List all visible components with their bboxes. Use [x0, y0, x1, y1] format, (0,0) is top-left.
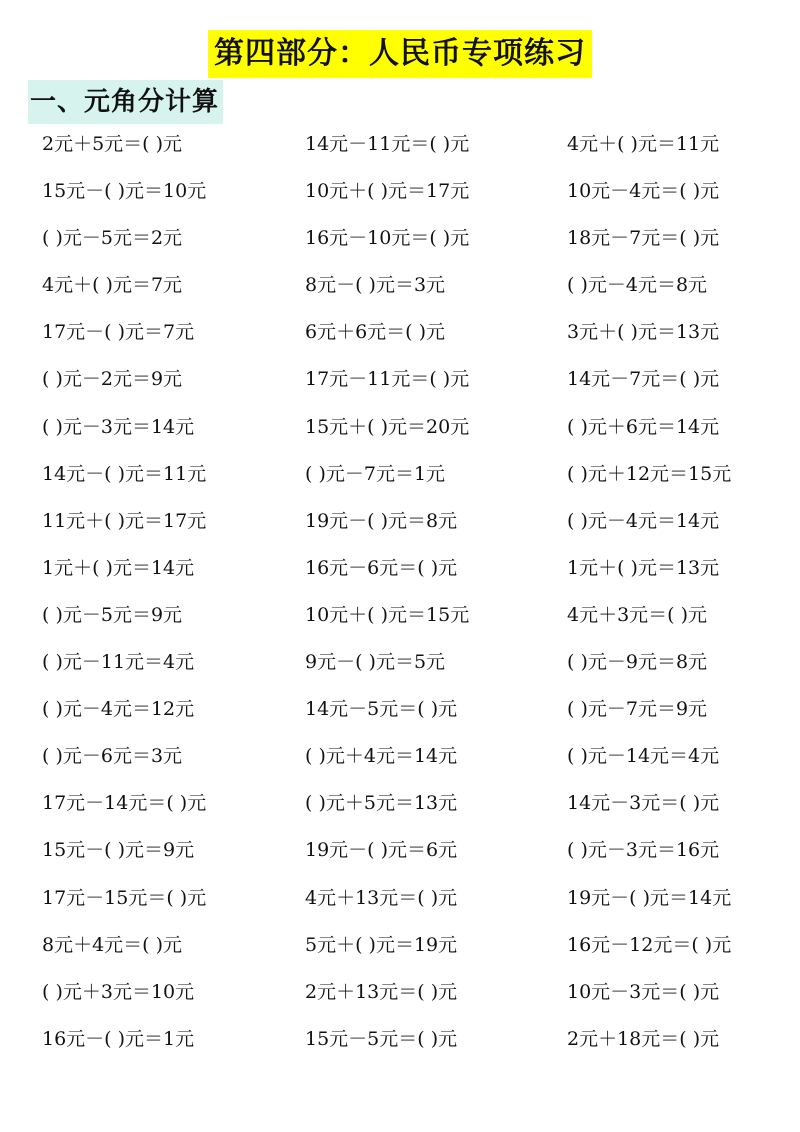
problem-row [0, 1016, 800, 1063]
problem-item: 2元＋5元＝( )元 [42, 133, 183, 155]
problem-item: 17元－15元＝( )元 [42, 886, 207, 909]
problem-item: ( )元－2元＝9元 [42, 368, 183, 391]
problem-row [0, 545, 800, 592]
problem-item: 14元－5元＝( )元 [305, 698, 458, 721]
problem-item: 5元＋( )元＝19元 [305, 933, 458, 956]
problem-item: 9元－( )元＝5元 [305, 651, 446, 674]
problem-item: 16元－10元＝( )元 [305, 227, 470, 250]
problem-row [0, 780, 800, 827]
problem-item: 10元＋( )元＝17元 [305, 180, 470, 203]
problem-row [0, 356, 800, 403]
problem-item: ( )元－3元＝16元 [567, 839, 720, 862]
problem-row [0, 827, 800, 874]
problem-item: 11元＋( )元＝17元 [42, 509, 207, 532]
section-heading: 一、元角分计算 [28, 80, 223, 124]
problem-item: ( )元－7元＝1元 [305, 462, 446, 485]
problem-item: ( )元－14元＝4元 [567, 745, 720, 768]
problem-item: 17元－( )元＝7元 [42, 321, 195, 344]
problem-item: 1元＋( )元＝14元 [42, 556, 195, 579]
problem-item: 4元＋13元＝( )元 [305, 886, 458, 909]
problem-row [0, 498, 800, 545]
problem-item: 17元－14元＝( )元 [42, 792, 207, 815]
problem-row [0, 592, 800, 639]
problem-item: ( )元＋4元＝14元 [305, 745, 458, 768]
problem-item: 15元＋( )元＝20元 [305, 415, 470, 438]
page-title: 第四部分：人民币专项练习 [208, 30, 592, 78]
problem-item: ( )元－6元＝3元 [42, 745, 183, 768]
problem-item: 16元－6元＝( )元 [305, 556, 458, 579]
problem-item: 17元－11元＝( )元 [305, 368, 470, 391]
problem-item: 10元＋( )元＝15元 [305, 603, 470, 626]
problem-item: ( )元－5元＝9元 [42, 603, 183, 626]
title-container [0, 30, 800, 78]
problem-item: 19元－( )元＝8元 [305, 509, 458, 532]
problem-item: 15元－( )元＝9元 [42, 839, 195, 862]
problem-item: ( )元＋3元＝10元 [42, 980, 195, 1003]
problem-row [0, 404, 800, 451]
problem-item: 14元－11元＝( )元 [305, 133, 470, 155]
problem-row [0, 733, 800, 780]
problem-item: 2元＋13元＝( )元 [305, 980, 458, 1003]
problem-item: ( )元－9元＝8元 [567, 651, 708, 674]
problem-item: 8元＋4元＝( )元 [42, 933, 183, 956]
problem-item: 6元＋6元＝( )元 [305, 321, 446, 344]
problem-item: 18元－7元＝( )元 [567, 227, 720, 250]
problem-item: 3元＋( )元＝13元 [567, 321, 720, 344]
problem-item: 16元－12元＝( )元 [567, 933, 732, 956]
problem-row [0, 969, 800, 1016]
problem-item: ( )元－4元＝12元 [42, 698, 195, 721]
problem-item: 4元＋( )元＝11元 [567, 133, 720, 155]
problem-item: 2元＋18元＝( )元 [567, 1027, 720, 1050]
problem-item: ( )元－4元＝14元 [567, 509, 720, 532]
problem-item: 10元－4元＝( )元 [567, 180, 720, 203]
problem-item: 14元－3元＝( )元 [567, 792, 720, 815]
problem-item: ( )元－3元＝14元 [42, 415, 195, 438]
problem-item: 8元－( )元＝3元 [305, 274, 446, 297]
problem-row [0, 875, 800, 922]
problem-item: ( )元－7元＝9元 [567, 698, 708, 721]
problem-item: ( )元＋5元＝13元 [305, 792, 458, 815]
problem-row [0, 215, 800, 262]
problem-item: ( )元－11元＝4元 [42, 651, 195, 674]
problem-item: 19元－( )元＝14元 [567, 886, 732, 909]
problem-item: 10元－3元＝( )元 [567, 980, 720, 1003]
problem-row [0, 451, 800, 498]
problem-item: ( )元－4元＝8元 [567, 274, 708, 297]
problem-item: 15元－5元＝( )元 [305, 1027, 458, 1050]
problem-row [0, 121, 800, 168]
problem-item: 14元－7元＝( )元 [567, 368, 720, 391]
problem-item: 1元＋( )元＝13元 [567, 556, 720, 579]
problem-row [0, 168, 800, 215]
problem-item: ( )元＋6元＝14元 [567, 415, 720, 438]
problem-row [0, 262, 800, 309]
problem-item: 4元＋3元＝( )元 [567, 603, 708, 626]
problem-grid [0, 121, 800, 1063]
problem-item: 16元－( )元＝1元 [42, 1027, 195, 1050]
problem-item: 19元－( )元＝6元 [305, 839, 458, 862]
problem-row [0, 309, 800, 356]
problem-item: 15元－( )元＝10元 [42, 180, 207, 203]
problem-item: ( )元－5元＝2元 [42, 227, 183, 250]
problem-item: 4元＋( )元＝7元 [42, 274, 183, 297]
problem-item: 14元－( )元＝11元 [42, 462, 207, 485]
problem-row [0, 686, 800, 733]
problem-row [0, 639, 800, 686]
problem-row [0, 922, 800, 969]
problem-item: ( )元＋12元＝15元 [567, 462, 732, 485]
